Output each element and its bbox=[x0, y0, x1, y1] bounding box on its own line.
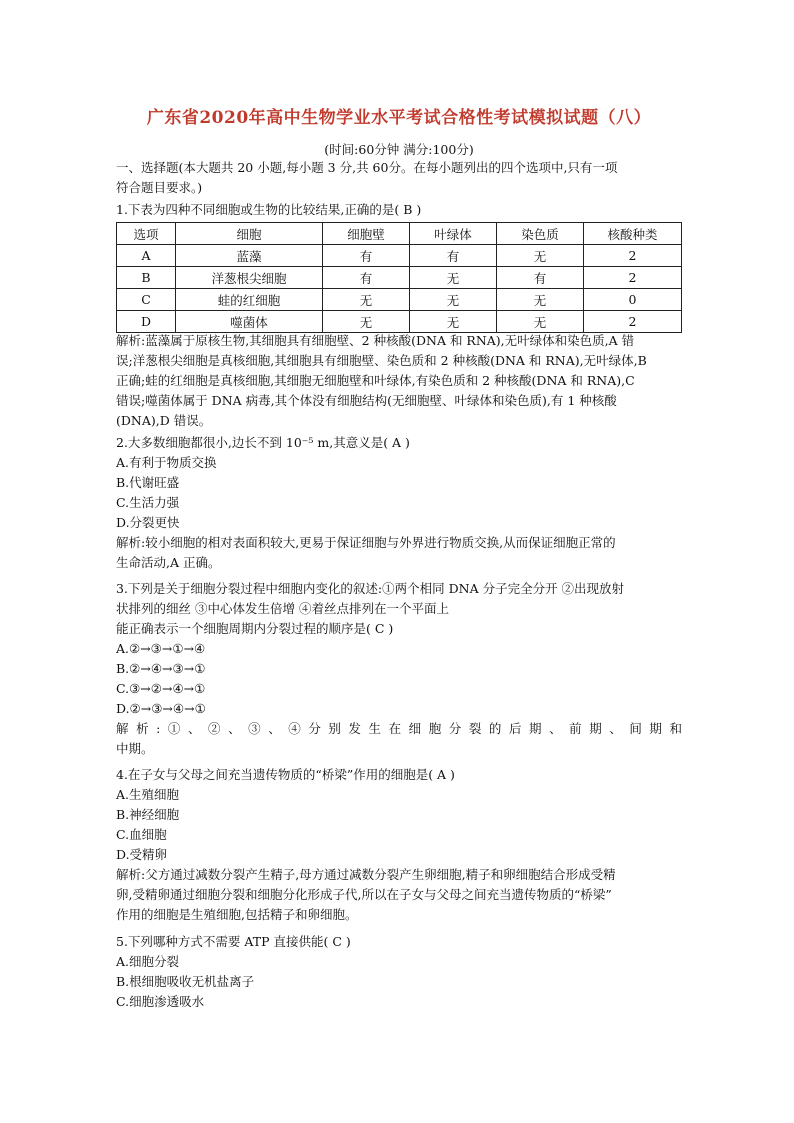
table-header: 染色质 bbox=[497, 223, 584, 245]
analysis-line: 误;洋葱根尖细胞是真核细胞,其细胞具有细胞壁、染色质和 2 种核酸(DNA 和 RNA),无叶绿体,B bbox=[116, 353, 647, 368]
option-a: A.②→③→①→④ bbox=[116, 641, 206, 656]
table-cell: 无 bbox=[410, 289, 497, 311]
option-c: C.细胞渗透吸水 bbox=[116, 994, 205, 1009]
table-cell: D bbox=[117, 311, 176, 333]
table-header: 细胞壁 bbox=[323, 223, 410, 245]
table-row bbox=[117, 245, 682, 267]
table-cell: 无 bbox=[410, 311, 497, 333]
analysis-line: 解析:①、②、③、④分别发生在细胞分裂的后期、前期、间期和 bbox=[116, 721, 682, 736]
table-row bbox=[117, 311, 682, 333]
comparison-table bbox=[116, 222, 682, 333]
question-2 bbox=[116, 433, 682, 573]
table-cell: 无 bbox=[497, 289, 584, 311]
analysis-line: (DNA),D 错误。 bbox=[116, 413, 212, 428]
analysis-line: 中期。 bbox=[116, 741, 154, 756]
table-cell: 2 bbox=[584, 245, 682, 267]
option-d: D.分裂更快 bbox=[116, 515, 180, 530]
analysis-line: 作用的细胞是生殖细胞,包括精子和卵细胞。 bbox=[116, 907, 358, 922]
table-header: 叶绿体 bbox=[410, 223, 497, 245]
question-3 bbox=[116, 579, 682, 759]
table-cell: A bbox=[117, 245, 176, 267]
table-cell: C bbox=[117, 289, 176, 311]
table-cell: 2 bbox=[584, 311, 682, 333]
table-cell: 有 bbox=[410, 245, 497, 267]
question-stem: 状排列的细丝 ③中心体发生倍增 ④着丝点排列在一个平面上 bbox=[116, 601, 449, 616]
analysis-line: 错误;噬菌体属于 DNA 病毒,其个体没有细胞结构(无细胞壁、叶绿体和染色质),有 1 种核酸 bbox=[116, 393, 617, 408]
option-d: D.②→③→④→① bbox=[116, 701, 206, 716]
table-header: 核酸种类 bbox=[584, 223, 682, 245]
table-cell: 有 bbox=[323, 245, 410, 267]
table-cell: B bbox=[117, 267, 176, 289]
table-header-row bbox=[117, 223, 682, 245]
table-cell: 2 bbox=[584, 267, 682, 289]
option-c: C.③→②→④→① bbox=[116, 681, 206, 696]
table-header: 细胞 bbox=[176, 223, 323, 245]
table-cell: 蛙的红细胞 bbox=[176, 289, 323, 311]
table-cell: 有 bbox=[497, 267, 584, 289]
question-1-stem: 1.下表为四种不同细胞或生物的比较结果,正确的是( B ) bbox=[116, 202, 422, 217]
table-header: 选项 bbox=[117, 223, 176, 245]
question-stem: 2.大多数细胞都很小,边长不到 10⁻⁵ m,其意义是( A ) bbox=[116, 435, 410, 450]
table-cell: 蓝藻 bbox=[176, 245, 323, 267]
section-instructions bbox=[116, 158, 682, 198]
analysis-line: 正确;蛙的红细胞是真核细胞,其细胞无细胞壁和叶绿体,有染色质和 2 种核酸(DNA 和 RNA),C bbox=[116, 373, 635, 388]
section-line: 一、选择题(本大题共 20 小题,每小题 3 分,共 60分。在每小题列出的四个选项中,只有一项 bbox=[116, 160, 618, 175]
option-b: B.神经细胞 bbox=[116, 807, 180, 822]
table-cell: 无 bbox=[323, 311, 410, 333]
option-c: C.血细胞 bbox=[116, 827, 167, 842]
option-c: C.生活力强 bbox=[116, 495, 180, 510]
section-line: 符合题目要求。) bbox=[116, 180, 203, 195]
table-cell: 无 bbox=[497, 245, 584, 267]
table-cell: 洋葱根尖细胞 bbox=[176, 267, 323, 289]
exam-time-score: (时间:60分钟 满分:100分) bbox=[324, 142, 474, 157]
table-cell: 无 bbox=[323, 289, 410, 311]
analysis-line: 生命活动,A 正确。 bbox=[116, 555, 221, 570]
question-stem: 能正确表示一个细胞周期内分裂过程的顺序是( C ) bbox=[116, 621, 394, 636]
question-5 bbox=[116, 932, 682, 1012]
analysis-line: 解析:蓝藻属于原核生物,其细胞具有细胞壁、2 种核酸(DNA 和 RNA),无叶绿体和染色质,A 错 bbox=[116, 333, 635, 348]
analysis-line: 解析:父方通过减数分裂产生精子,母方通过减数分裂产生卵细胞,精子和卵细胞结合形成受精 bbox=[116, 867, 616, 882]
table-cell: 噬菌体 bbox=[176, 311, 323, 333]
question-1-analysis bbox=[116, 331, 682, 431]
table-cell: 0 bbox=[584, 289, 682, 311]
question-4 bbox=[116, 765, 682, 925]
question-stem: 3.下列是关于细胞分裂过程中细胞内变化的叙述:①两个相同 DNA 分子完全分开 ②出现放射 bbox=[116, 581, 625, 596]
option-a: A.生殖细胞 bbox=[116, 787, 180, 802]
document-title: 广东省2020年高中生物学业水平考试合格性考试模拟试题（八） bbox=[146, 108, 652, 128]
table-row bbox=[117, 267, 682, 289]
table-cell: 无 bbox=[497, 311, 584, 333]
option-a: A.细胞分裂 bbox=[116, 954, 180, 969]
table-row bbox=[117, 289, 682, 311]
option-d: D.受精卵 bbox=[116, 847, 168, 862]
question-stem: 5.下列哪种方式不需要 ATP 直接供能( C ) bbox=[116, 934, 351, 949]
option-a: A.有利于物质交换 bbox=[116, 455, 217, 470]
analysis-line: 解析:较小细胞的相对表面积较大,更易于保证细胞与外界进行物质交换,从而保证细胞正常的 bbox=[116, 535, 616, 550]
option-b: B.代谢旺盛 bbox=[116, 475, 180, 490]
option-b: B.②→④→③→① bbox=[116, 661, 206, 676]
option-b: B.根细胞吸收无机盐离子 bbox=[116, 974, 255, 989]
table-cell: 无 bbox=[410, 267, 497, 289]
table-cell: 有 bbox=[323, 267, 410, 289]
analysis-line: 卵,受精卵通过细胞分裂和细胞分化形成子代,所以在子女与父母之间充当遗传物质的“桥梁” bbox=[116, 887, 612, 902]
question-stem: 4.在子女与父母之间充当遗传物质的“桥梁”作用的细胞是( A ) bbox=[116, 767, 455, 782]
